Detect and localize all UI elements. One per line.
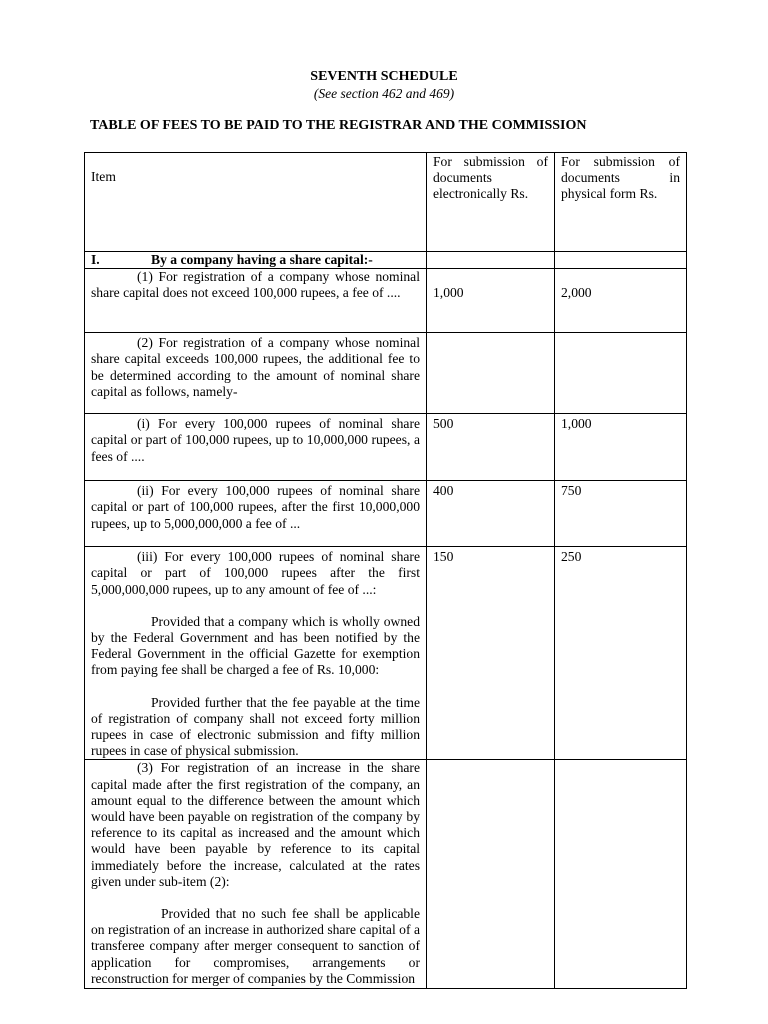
- row-text: (2) For registration of a company whose nominal share capital exceeds 100,000 rupees, the additional fee to be determined according to the amount of nominal share capital as follows, namely-: [85, 333, 427, 414]
- header-item: Item: [85, 153, 427, 252]
- section-number: I.: [91, 252, 100, 267]
- row-electronic-fee: 400: [427, 481, 555, 547]
- row-physical-fee: 1,000: [555, 414, 687, 481]
- table-row: [85, 481, 687, 547]
- table-header-row: [85, 153, 687, 252]
- table-row: [85, 333, 687, 414]
- section-label: By a company having a share capital:-: [151, 252, 373, 267]
- section-row: [85, 252, 687, 269]
- section-heading: [85, 252, 427, 269]
- table-row: [85, 547, 687, 760]
- row-physical-fee: 750: [555, 481, 687, 547]
- fees-table: [84, 152, 687, 989]
- schedule-subtitle: (See section 462 and 469): [313, 86, 455, 101]
- row-text-block: [85, 760, 427, 989]
- row-physical-fee: [555, 333, 687, 414]
- row-electronic-fee: [427, 760, 555, 989]
- table-row: [85, 269, 687, 333]
- row-text: (iii) For every 100,000 rupees of nominal share capital or part of 100,000 rupees after the first 5,000,000,000 rupees, up to any amount of fee of ...:: [91, 549, 420, 597]
- table-row: [85, 414, 687, 481]
- table-heading: TABLE OF FEES TO BE PAID TO THE REGISTRAR AND THE COMMISSION: [90, 118, 587, 133]
- row-electronic-fee: 1,000: [427, 269, 555, 333]
- row-text: (i) For every 100,000 rupees of nominal share capital or part of 100,000 rupees, up to 10,000,000 rupees, a fees of ....: [85, 414, 427, 481]
- row-text: (1) For registration of a company whose nominal share capital does not exceed 100,000 rupees, a fee of ....: [85, 269, 427, 333]
- row-text-block: [85, 547, 427, 760]
- row-physical-fee: 250: [555, 547, 687, 760]
- schedule-title: SEVENTH SCHEDULE: [310, 69, 458, 84]
- table-row: [85, 760, 687, 989]
- header-physical: For submission of documents in physical form Rs.: [555, 153, 687, 252]
- row-electronic-fee: 500: [427, 414, 555, 481]
- header-electronic: For submission of documents electronically Rs.: [427, 153, 555, 252]
- row-electronic-fee: 150: [427, 547, 555, 760]
- row-proviso: Provided that no such fee shall be applicable on registration of an increase in authorized share capital of a transferee company after merger consequent to sanction of application for compromises, arrangements or reconstruction for merger of companies by the Commission: [91, 906, 420, 986]
- row-proviso: Provided that a company which is wholly owned by the Federal Government and has been notified by the Federal Government in the official Gazette for exemption from paying fee shall be charged a fee of Rs. 10,000:: [91, 613, 420, 678]
- row-proviso: Provided further that the fee payable at the time of registration of company shall not exceed forty million rupees in case of electronic submission and fifty million rupees in case of physical submission.: [91, 694, 420, 759]
- row-electronic-fee: [427, 333, 555, 414]
- row-text: (ii) For every 100,000 rupees of nominal share capital or part of 100,000 rupees, after the first 10,000,000 rupees, up to 5,000,000,000 a fee of ...: [85, 481, 427, 547]
- row-physical-fee: 2,000: [555, 269, 687, 333]
- row-text: (3) For registration of an increase in the share capital made after the first registration of the company, an amount equal to the difference between the amount which would have been payable on registration of the company by reference to its capital as increased and the amount which would have been payable by reference to its capital immediately before the increase, calculated at the rates given under sub-item (2):: [91, 760, 420, 889]
- row-physical-fee: [555, 760, 687, 989]
